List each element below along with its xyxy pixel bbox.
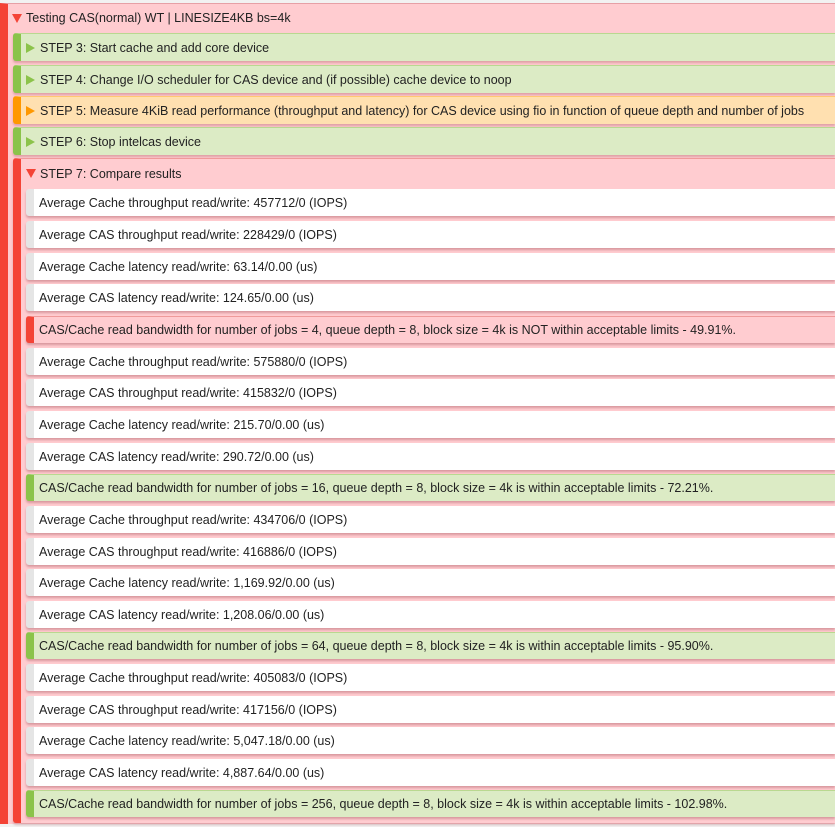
collapse-triangle-icon[interactable] [26,169,36,178]
log-item-text: Average CAS throughput read/write: 228429/0 (IOPS) [39,227,337,242]
step-4-label: STEP 4: Change I/O scheduler for CAS device and (if possible) cache device to noop [40,72,512,87]
log-item [26,727,835,754]
test-case-header[interactable] [8,4,835,32]
log-item-text: Average CAS latency read/write: 4,887.64/0.00 (us) [39,765,325,780]
log-item-text: Average Cache latency read/write: 215.70/0.00 (us) [39,417,325,432]
result-item-fail [26,316,835,343]
log-item-text: CAS/Cache read bandwidth for number of jobs = 4, queue depth = 8, block size = 4k is NOT within acceptable limits - 49.91%. [39,323,737,337]
log-item-text: CAS/Cache read bandwidth for number of jobs = 64, queue depth = 8, block size = 4k is within acceptable limits - 95.90%. [39,639,714,653]
result-item-pass [26,632,835,659]
log-item [26,664,835,691]
log-item-text: Average Cache throughput read/write: 457712/0 (IOPS) [39,195,348,210]
log-item [26,759,835,786]
log-item-text: Average Cache latency read/write: 63.14/0.00 (us) [39,259,318,274]
log-item-text: Average Cache throughput read/write: 434706/0 (IOPS) [39,512,348,527]
expand-triangle-icon[interactable] [26,75,35,85]
log-item-text: Average CAS latency read/write: 124.65/0.00 (us) [39,290,314,305]
step-5-row[interactable] [13,96,835,124]
log-item [26,221,835,248]
step-3-row[interactable] [13,33,835,61]
log-item-text: Average CAS latency read/write: 290.72/0.00 (us) [39,449,314,464]
expand-triangle-icon[interactable] [26,137,35,147]
expand-triangle-icon[interactable] [26,43,35,53]
log-item-text: Average CAS latency read/write: 1,208.06/0.00 (us) [39,607,325,622]
expand-triangle-icon[interactable] [26,106,35,116]
result-item-pass [26,474,835,501]
step-3-label: STEP 3: Start cache and add core device [40,40,270,55]
log-item-text: Average Cache throughput read/write: 575880/0 (IOPS) [39,354,348,369]
log-item [26,189,835,216]
step-5-label: STEP 5: Measure 4KiB read performance (throughput and latency) for CAS device using fio in function of queue depth and number of jobs [40,103,805,118]
log-item [26,601,835,628]
step-7-header[interactable] [21,159,835,188]
log-item [26,379,835,406]
step-7-label: STEP 7: Compare results [40,166,182,181]
log-item [26,253,835,280]
test-case-node [0,3,835,824]
log-item-text: Average CAS throughput read/write: 415832/0 (IOPS) [39,385,337,400]
log-item [26,443,835,470]
log-item-text: Average Cache latency read/write: 1,169.92/0.00 (us) [39,575,335,590]
log-item [26,569,835,596]
log-item [26,284,835,311]
collapse-triangle-icon[interactable] [12,14,22,23]
step-6-label: STEP 6: Stop intelcas device [40,134,201,149]
log-item-text: Average CAS throughput read/write: 416886/0 (IOPS) [39,544,337,559]
log-item [26,348,835,375]
test-case-title: Testing CAS(normal) WT | LINESIZE4KB bs=4k [26,11,291,25]
log-item [26,506,835,533]
step-7-node [13,158,835,823]
log-item-text: CAS/Cache read bandwidth for number of jobs = 256, queue depth = 8, block size = 4k is within acceptable limits - 102.98%. [39,797,728,811]
log-item-text: Average CAS throughput read/write: 417156/0 (IOPS) [39,702,337,717]
log-item [26,696,835,723]
log-item [26,411,835,438]
log-item-text: Average Cache throughput read/write: 405083/0 (IOPS) [39,670,348,685]
log-item-text: CAS/Cache read bandwidth for number of jobs = 16, queue depth = 8, block size = 4k is within acceptable limits - 72.21%. [39,481,714,495]
log-item-text: Average Cache latency read/write: 5,047.18/0.00 (us) [39,733,335,748]
result-item-pass [26,790,835,817]
step-6-row[interactable] [13,127,835,155]
log-item [26,538,835,565]
step-4-row[interactable] [13,65,835,93]
